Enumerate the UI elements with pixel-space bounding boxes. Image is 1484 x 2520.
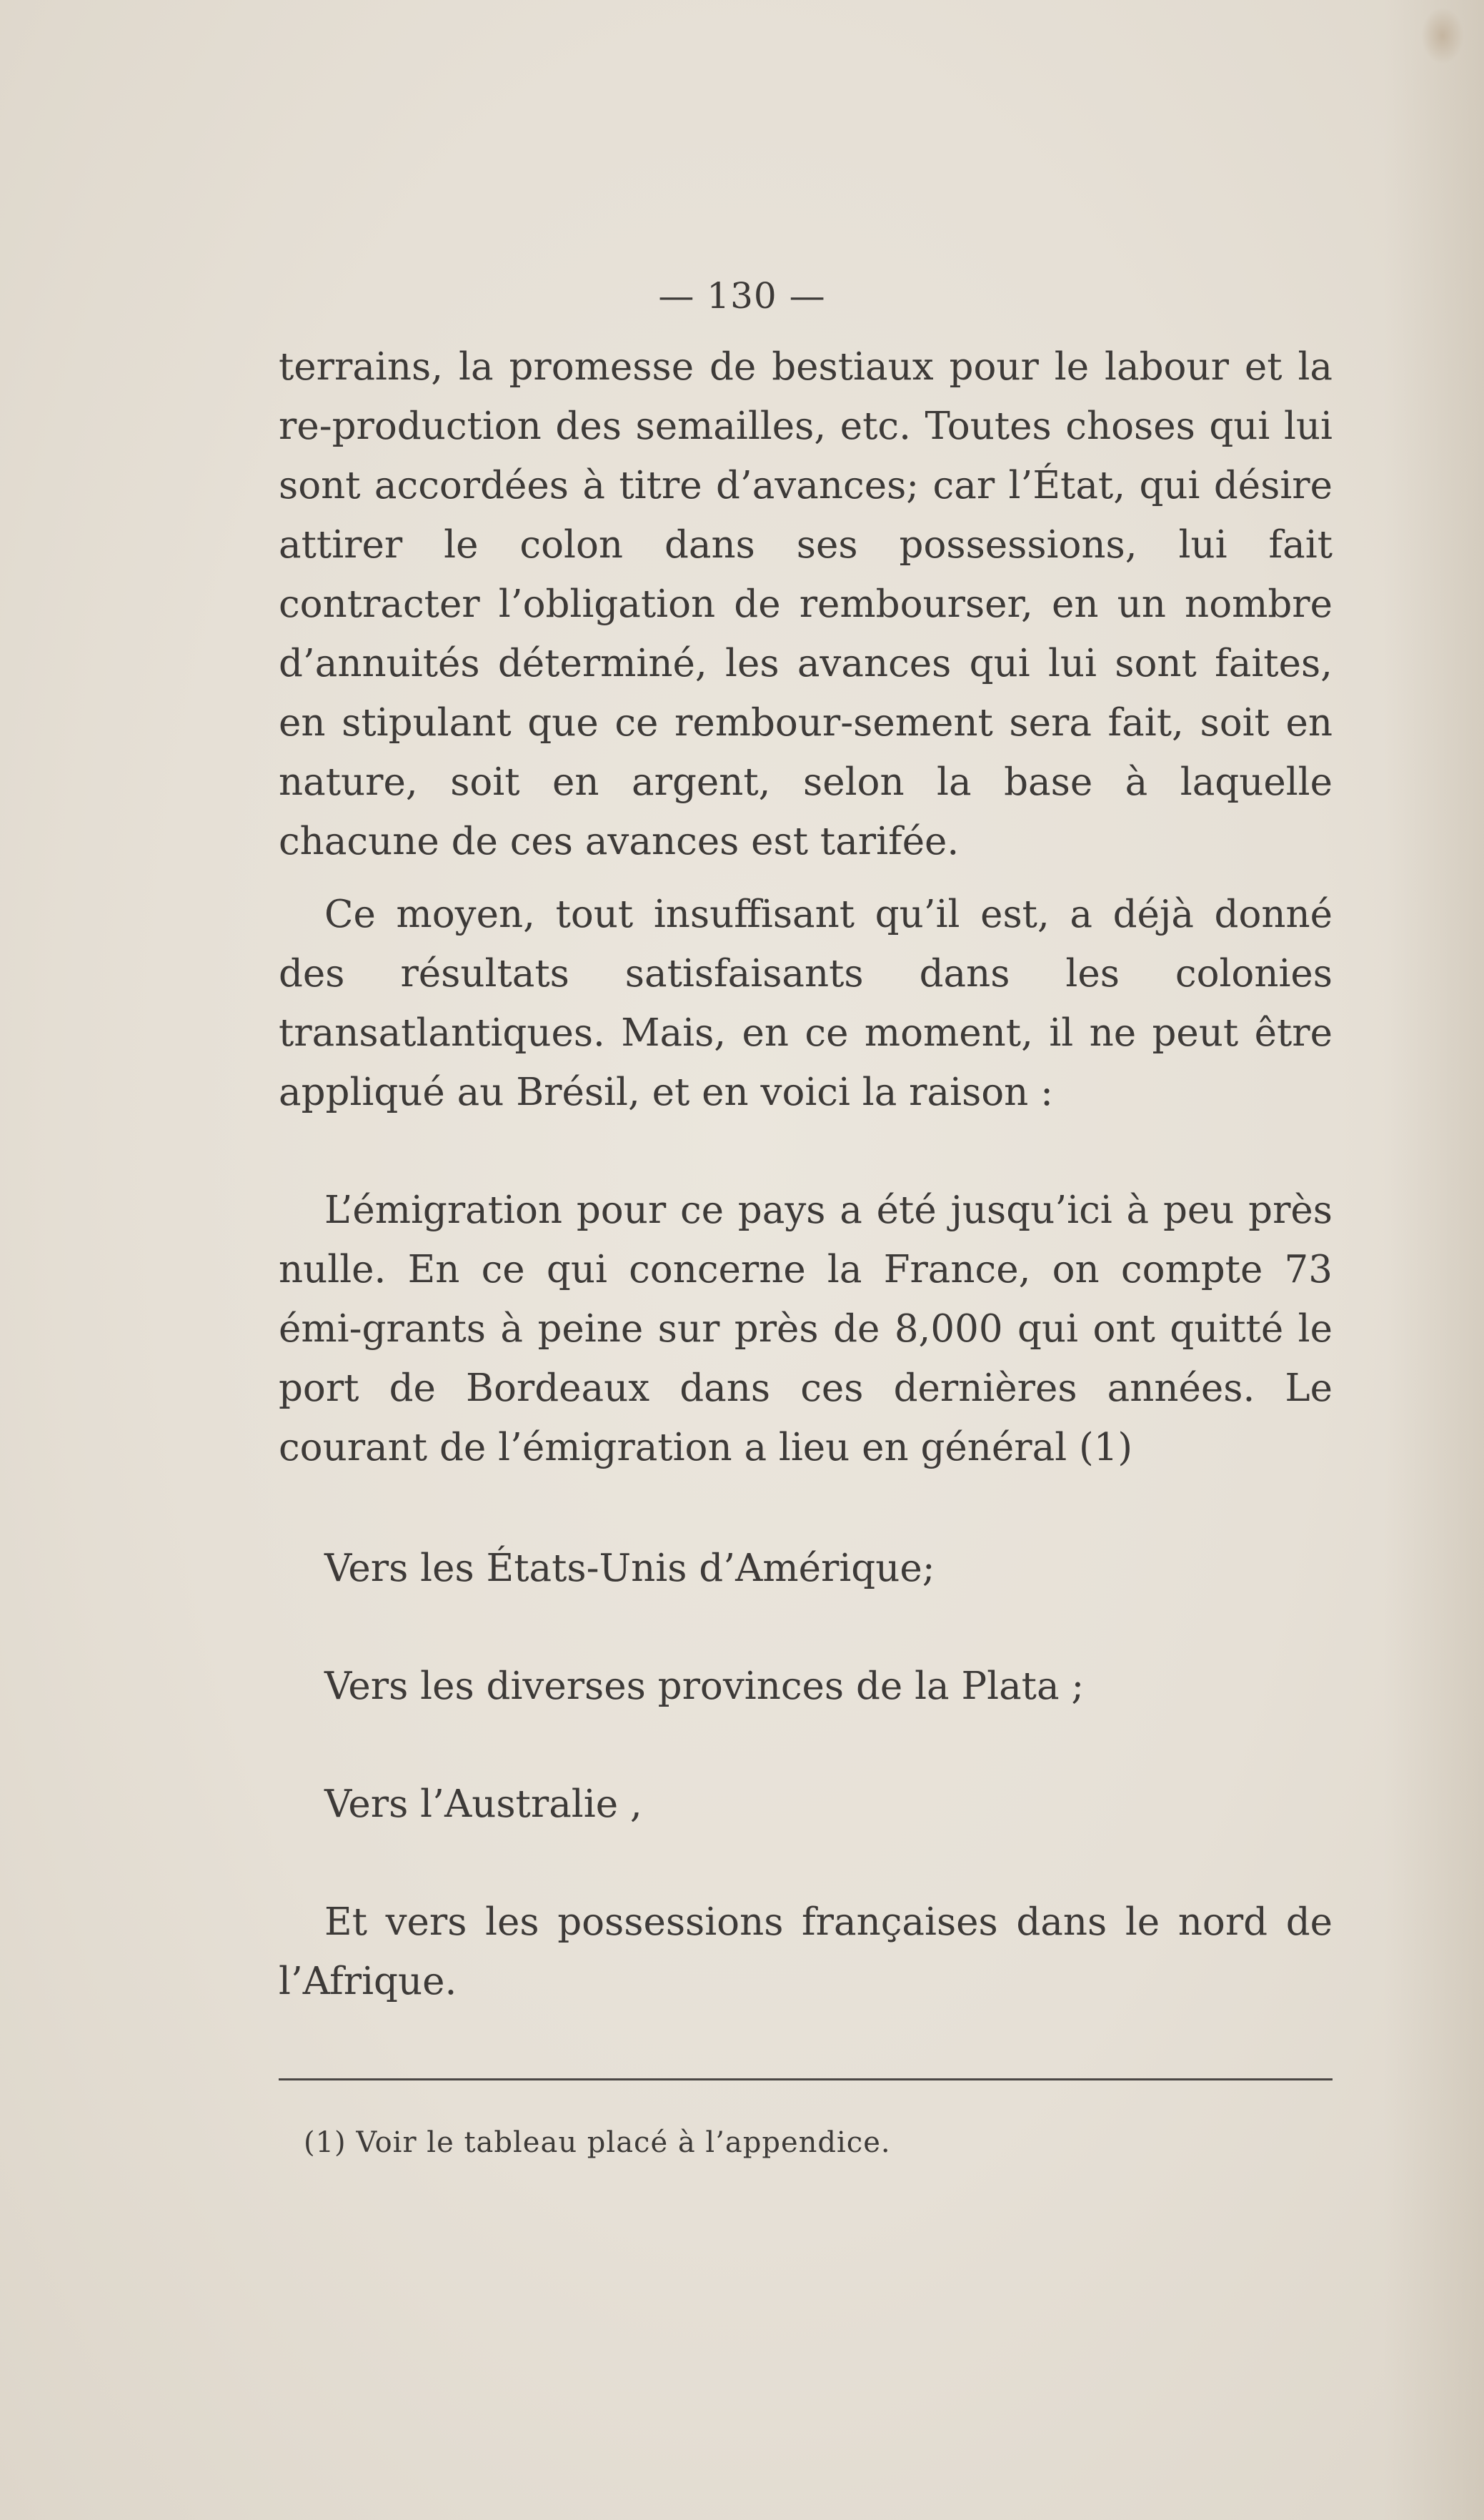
list-item-plata: Vers les diverses provinces de la Plata ; <box>324 1665 1085 1708</box>
list-item-africa: Et vers les possessions françaises dans le nord de l’Afrique. <box>279 1900 1333 2003</box>
footnote: (1) Voir le tableau placé à l’appendice. <box>304 2126 891 2159</box>
footnote-divider <box>279 2078 1333 2080</box>
list-item-australia: Vers l’Australie , <box>324 1782 642 1826</box>
paragraph-emigration: L’émigration pour ce pays a été jusqu’ici à peu près nulle. En ce qui concerne la France, on compte 73 émi-grants à peine sur près de 8,000 qui ont quitté le port de Bordeaux dans ces dernières années. Le courant de l’émigration a lieu en général (1) <box>279 1189 1333 1469</box>
paragraph-means: Ce moyen, tout insuffisant qu’il est, a déjà donné des résultats satisfaisants dans les colonies transatlantiques. Mais, en ce moment, il ne peut être appliqué au Brésil, et en voici la raison : <box>279 893 1333 1114</box>
paragraph-continuation: terrains, la promesse de bestiaux pour le labour et la re-production des semailles, etc. Toutes choses qui lui sont accordées à titre d’avances; car l’État, qui désire attirer le colon dans ses possessions, lui fait contracter l’obligation de rembourser, en un nombre d’annuités déterminé, les avances qui lui sont faites, en stipulant que ce rembour-sement sera fait, soit en nature, soit en argent, selon la base à laquelle chacune de ces avances est tarifée. <box>279 345 1333 863</box>
page-number: — 130 — <box>658 275 826 317</box>
page-edge-shading <box>1384 0 1484 2520</box>
paper-stain <box>1421 7 1464 64</box>
list-item-united-states: Vers les États-Unis d’Amérique; <box>324 1547 935 1590</box>
